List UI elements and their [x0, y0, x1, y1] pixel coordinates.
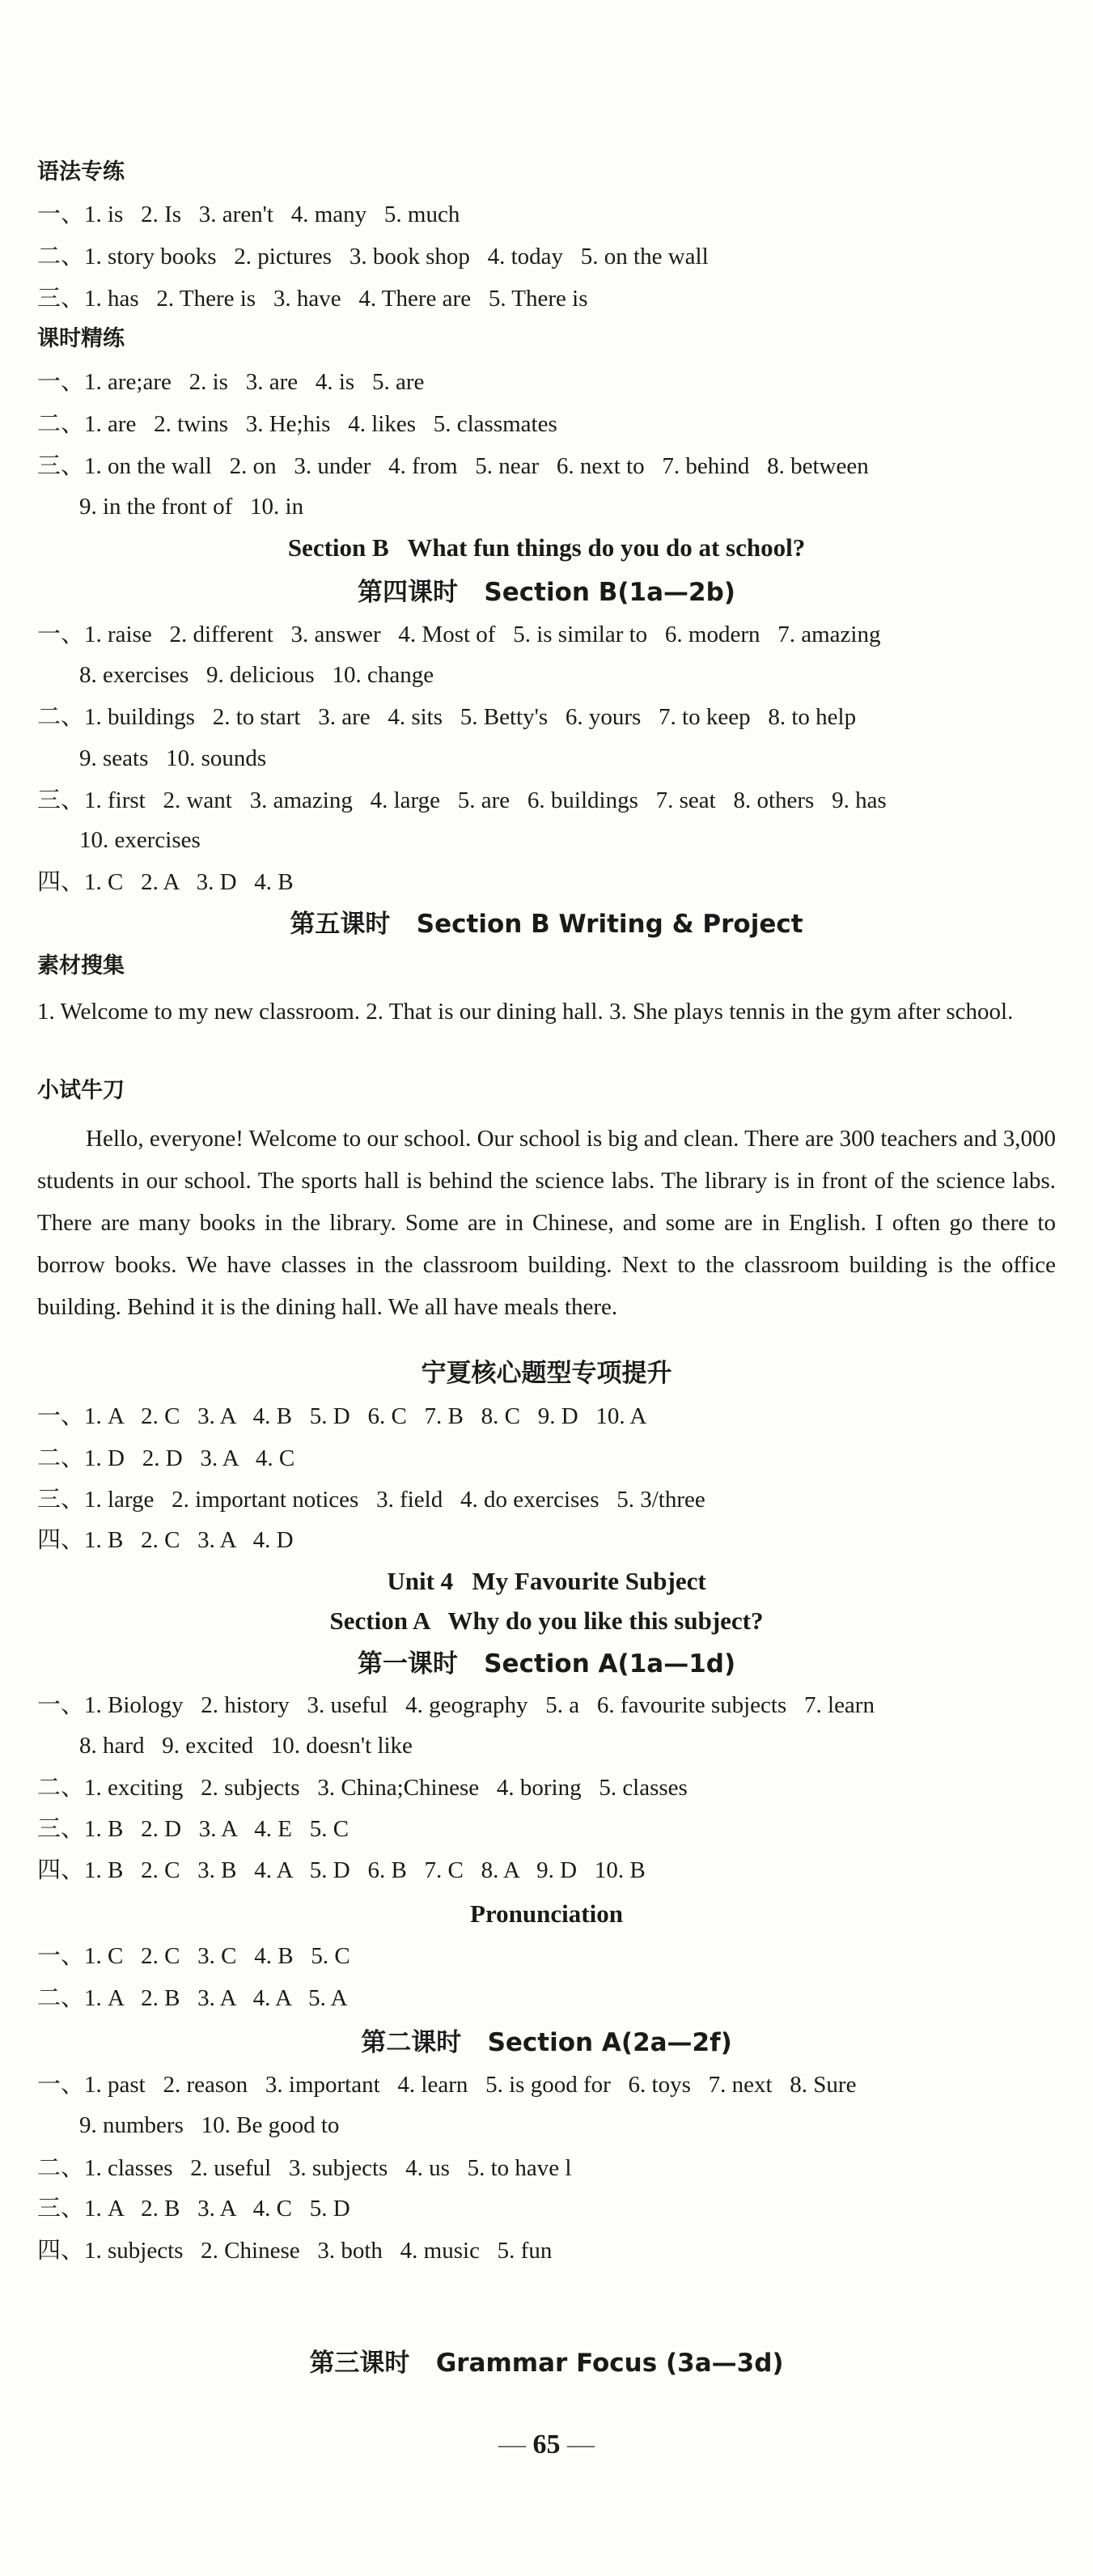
answer-line: 一、1. are;are 2. is 3. are 4. is 5. are	[37, 369, 425, 395]
passage-paragraph	[37, 1118, 1056, 1328]
section-heading: 第四课时 Section B(1a—2b)	[358, 578, 735, 607]
answer-line: 一、1. Biology 2. history 3. useful 4. geography 5. a 6. favourite subjects 7. learn	[37, 1692, 875, 1718]
passage-paragraph: 1. Welcome to my new classroom. 2. That is our dining hall. 3. She plays tennis in the gym after school.	[37, 999, 1014, 1025]
section-heading: Section A Why do you like this subject?	[329, 1606, 764, 1635]
answer-line-continued: 9. seats 10. sounds	[79, 745, 267, 771]
answer-line: 四、1. B 2. C 3. B 4. A 5. D 6. B 7. C 8. A 9. D 10. B	[37, 1857, 646, 1883]
section-heading: Unit 4 My Favourite Subject	[387, 1567, 706, 1595]
answer-line: 三、1. has 2. There is 3. have 4. There are 5. There is	[37, 286, 588, 312]
answer-line: 三、1. large 2. important notices 3. field 4. do exercises 5. 3/three	[37, 1487, 705, 1513]
page-number: 65	[532, 2430, 561, 2459]
page-footer	[0, 2430, 1093, 2460]
answer-line-continued: 10. exercises	[79, 827, 201, 853]
answer-line: 三、1. A 2. B 3. A 4. C 5. D	[37, 2196, 350, 2222]
answer-line: 二、1. buildings 2. to start 3. are 4. sits 5. Betty's 6. yours 7. to keep 8. to help	[37, 704, 857, 730]
answer-line: 一、1. past 2. reason 3. important 4. learn 5. is good for 6. toys 7. next 8. Sure	[37, 2072, 857, 2098]
section-label: 语法专练	[37, 159, 125, 185]
answer-line: 二、1. D 2. D 3. A 4. C	[37, 1445, 295, 1471]
section-heading: 第一课时 Section A(1a—1d)	[357, 1649, 736, 1678]
answer-line: 二、1. exciting 2. subjects 3. China;Chinese 4. boring 5. classes	[37, 1775, 688, 1801]
answer-line-continued: 9. in the front of 10. in	[79, 494, 304, 520]
answer-line: 一、1. A 2. C 3. A 4. B 5. D 6. C 7. B 8. C 9. D 10. A	[37, 1403, 647, 1429]
answer-line: 四、1. C 2. A 3. D 4. B	[37, 869, 294, 895]
section-label: 小试牛刀	[37, 1078, 125, 1103]
answer-line-continued: 8. hard 9. excited 10. doesn't like	[79, 1733, 413, 1759]
section-heading: Pronunciation	[470, 1899, 623, 1928]
answer-line: 一、1. raise 2. different 3. answer 4. Most of 5. is similar to 6. modern 7. amazing	[37, 622, 881, 647]
answer-line: 四、1. subjects 2. Chinese 3. both 4. music 5. fun	[37, 2238, 553, 2264]
section-heading: 第三课时 Grammar Focus (3a—3d)	[309, 2349, 784, 2378]
answer-line-continued: 8. exercises 9. delicious 10. change	[79, 662, 434, 688]
section-heading: 第二课时 Section A(2a—2f)	[361, 2028, 732, 2057]
answer-line: 三、1. first 2. want 3. amazing 4. large 5. are 6. buildings 7. seat 8. others 9. has	[37, 787, 887, 813]
answer-line: 一、1. is 2. Is 3. aren't 4. many 5. much	[37, 202, 460, 227]
footer-dash-left: —	[498, 2430, 526, 2459]
section-heading: Section B What fun things do you do at school?	[287, 533, 806, 562]
answer-line: 四、1. B 2. C 3. A 4. D	[37, 1527, 294, 1553]
answer-line: 二、1. story books 2. pictures 3. book shop 4. today 5. on the wall	[37, 244, 709, 269]
answer-line: 三、1. B 2. D 3. A 4. E 5. C	[37, 1816, 350, 1842]
answer-line: 二、1. classes 2. useful 3. subjects 4. us 5. to have l	[37, 2155, 572, 2181]
section-heading: 第五课时 Section B Writing & Project	[290, 910, 803, 939]
answer-line: 三、1. on the wall 2. on 3. under 4. from 5. near 6. next to 7. behind 8. between	[37, 453, 869, 479]
section-label: 素材搜集	[37, 953, 125, 978]
footer-dash-right: —	[567, 2430, 595, 2459]
section-heading: 宁夏核心题型专项提升	[421, 1359, 672, 1388]
answer-line: 二、1. are 2. twins 3. He;his 4. likes 5. classmates	[37, 411, 557, 437]
passage-text: Hello, everyone! Welcome to our school. Our school is big and clean. There are 300 teachers and 3,000 students in our school. The sports hall is behind the science labs. The library is in front of the science labs. There are many books in the library. Some are in Chinese, and some are in English. I often go there to borrow books. We have classes in the classroom building. Next to the classroom building is the office building. Behind it is the dining hall. We all have meals there.	[37, 1126, 1056, 1320]
answer-line: 一、1. C 2. C 3. C 4. B 5. C	[37, 1943, 350, 1969]
answer-line: 二、1. A 2. B 3. A 4. A 5. A	[37, 1985, 348, 2011]
section-label: 课时精练	[37, 326, 125, 351]
answer-line-continued: 9. numbers 10. Be good to	[79, 2112, 340, 2138]
